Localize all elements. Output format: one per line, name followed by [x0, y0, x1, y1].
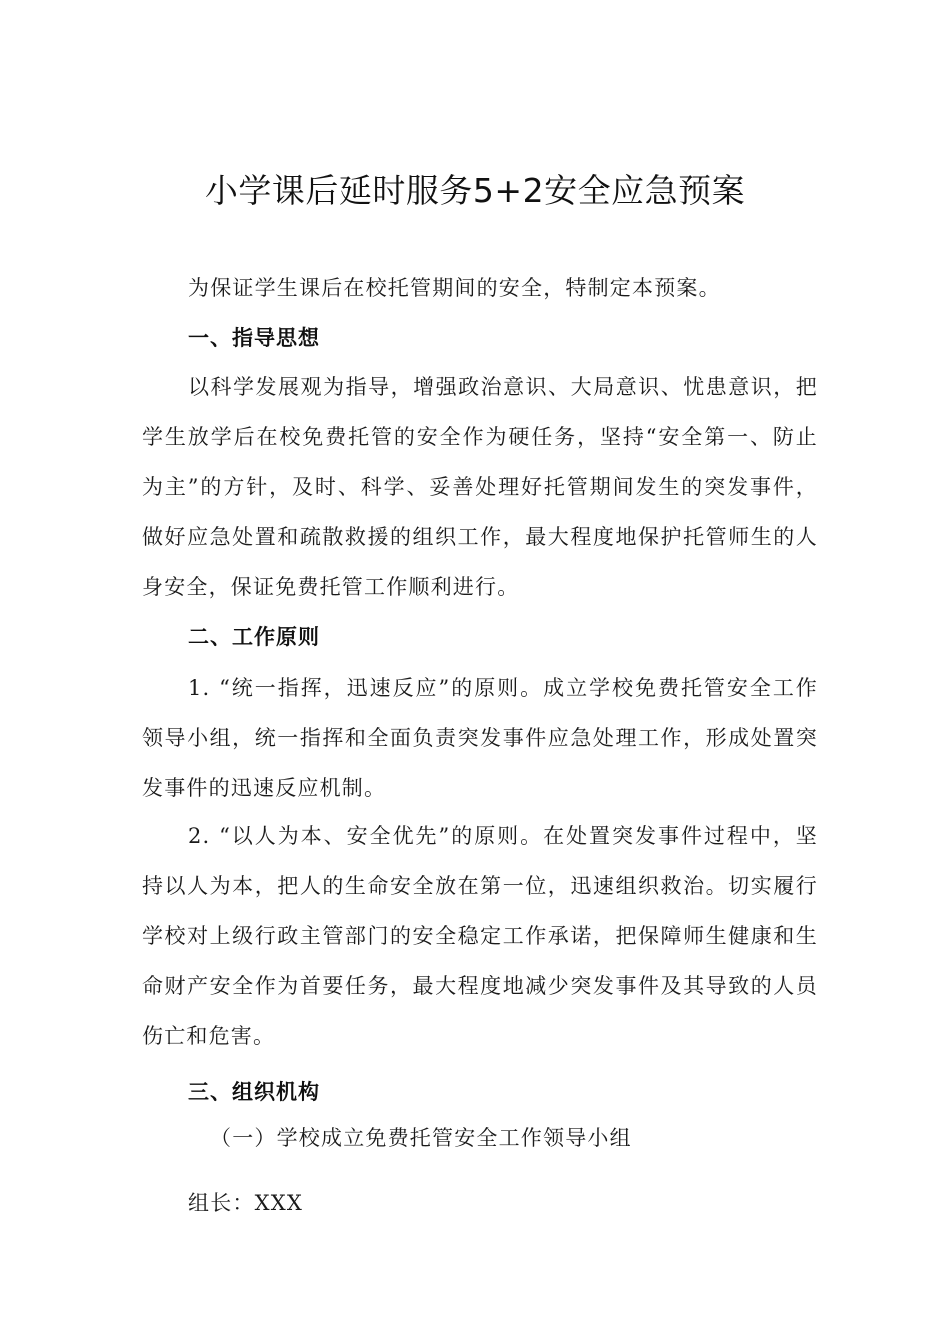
paragraph-principle-2: 2. “以人为本、安全优先”的原则。在处置突发事件过程中，坚持以人为本，把人的生命安全放在第一位，迅速组织救治。切实履行学校对上级行政主管部门的安全稳定工作承诺，把保障师生健康和生命财产安全作为首要任务，最大程度地减少突发事件及其导致的人员伤亡和危害。	[142, 824, 818, 1048]
section-heading-organization: 三、组织机构	[188, 1080, 320, 1104]
paragraph-guiding-ideology: 以科学发展观为指导，增强政治意识、大局意识、忧患意识，把学生放学后在校免费托管的安全作为硬任务，坚持“安全第一、防止为主”的方针，及时、科学、妥善处理好托管期间发生的突发事件，做好应急处置和疏散救援的组织工作，最大程度地保护托管师生的人身安全，保证免费托管工作顺利进行。	[142, 375, 818, 599]
section-heading-work-principles: 二、工作原则	[188, 625, 320, 649]
paragraph-principle-1: 1. “统一指挥，迅速反应”的原则。成立学校免费托管安全工作领导小组，统一指挥和全面负责突发事件应急处理工作，形成处置突发事件的迅速反应机制。	[142, 676, 818, 800]
intro-paragraph: 为保证学生课后在校托管期间的安全，特制定本预案。	[188, 276, 721, 300]
document-title: 小学课后延时服务5+2安全应急预案	[204, 171, 746, 210]
subheading-leading-group: （一）学校成立免费托管安全工作领导小组	[210, 1126, 632, 1150]
section-heading-guiding-ideology: 一、指导思想	[188, 326, 320, 350]
group-leader-line: 组长：XXX	[188, 1191, 304, 1215]
